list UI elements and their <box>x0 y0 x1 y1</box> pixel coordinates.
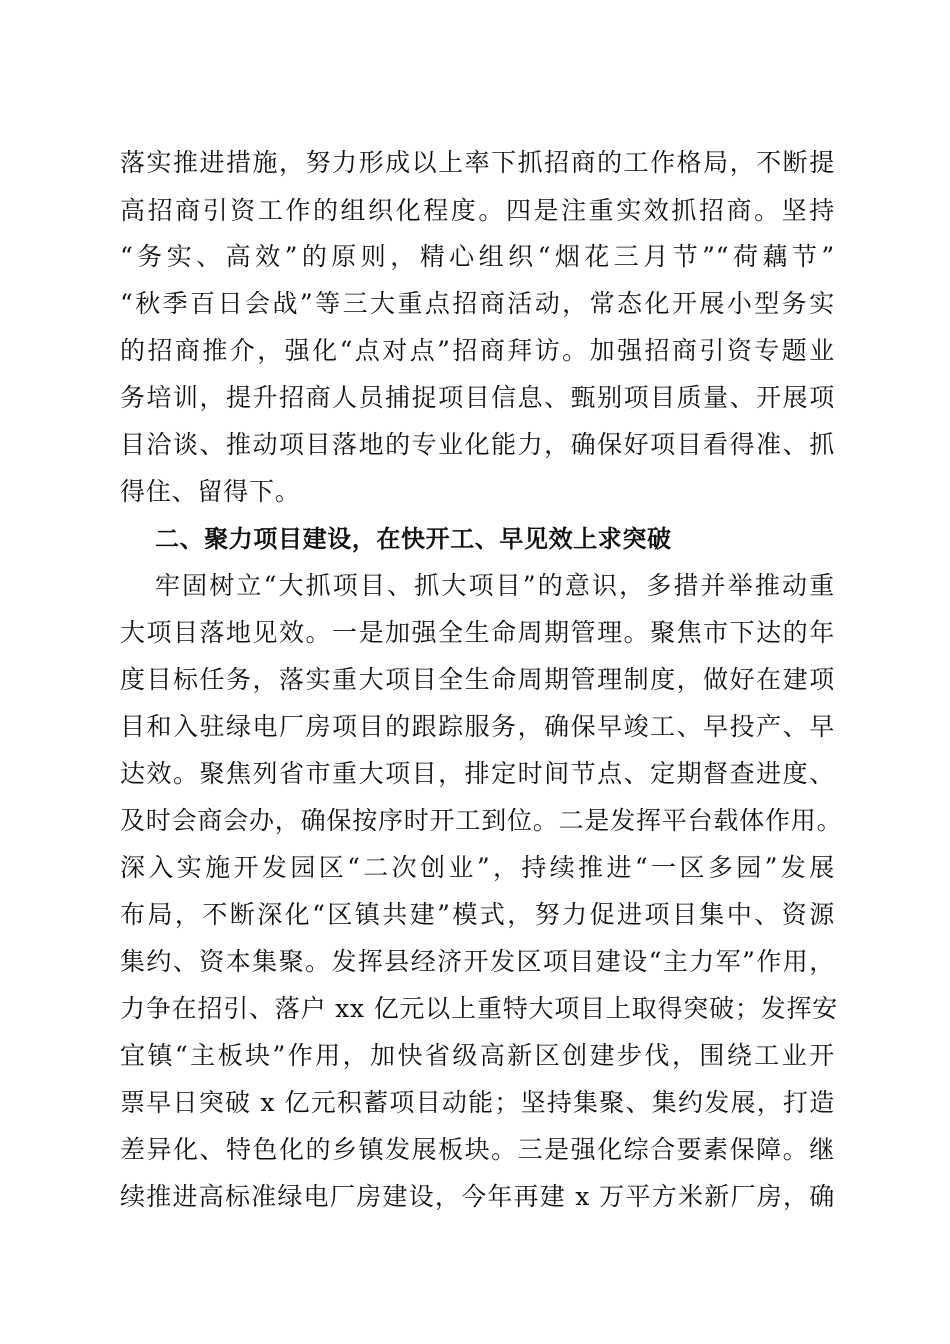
paragraph-line: 续推进高标准绿电厂房建设，今年再建 x 万平方米新厂房，确 <box>120 1182 835 1211</box>
paragraph-line: 力争在招引、落户 xx 亿元以上重特大项目上取得突破；发挥安 <box>120 994 839 1023</box>
paragraph-line: 得住、留得下。 <box>120 477 301 506</box>
paragraph-line: “务实、高效”的原则，精心组织“烟花三月节”“荷藕节” <box>120 242 835 271</box>
paragraph-line: 度目标任务，落实重大项目全生命周期管理制度，做好在建项 <box>120 665 835 694</box>
paragraph-line: “秋季百日会战”等三大重点招商活动，常态化开展小型务实 <box>120 289 835 318</box>
paragraph-line: 落实推进措施，努力形成以上率下抓招商的工作格局，不断提 <box>120 148 835 177</box>
section-heading: 二、聚力项目建设，在快开工、早见效上求突破 <box>155 525 672 553</box>
paragraph-line: 牢固树立“大抓项目、抓大项目”的意识，多措并举推动重 <box>155 571 835 600</box>
paragraph-line: 宜镇“主板块”作用，加快省级高新区创建步伐，围绕工业开 <box>120 1041 835 1070</box>
paragraph-line: 的招商推介，强化“点对点”招商拜访。加强招商引资专题业 <box>120 336 835 365</box>
paragraph-line: 票早日突破 x 亿元积蓄项目动能；坚持集聚、集约发展，打造 <box>120 1088 835 1117</box>
paragraph-line: 及时会商会办，确保按序时开工到位。二是发挥平台载体作用。 <box>120 806 843 835</box>
paragraph-line: 深入实施开发园区“二次创业”，持续推进“一区多园”发展 <box>120 853 835 882</box>
paragraph-line: 大项目落地见效。一是加强全生命周期管理。聚焦市下达的年 <box>120 618 835 647</box>
paragraph-line: 目和入驻绿电厂房项目的跟踪服务，确保早竣工、早投产、早 <box>120 712 835 741</box>
paragraph-line: 差异化、特色化的乡镇发展板块。三是强化综合要素保障。继 <box>120 1135 835 1164</box>
paragraph-line: 达效。聚焦列省市重大项目，排定时间节点、定期督查进度、 <box>120 759 835 788</box>
paragraph-line: 集约、资本集聚。发挥县经济开发区项目建设“主力军”作用， <box>120 947 835 976</box>
paragraph-line: 务培训，提升招商人员捕捉项目信息、甄别项目质量、开展项 <box>120 383 835 412</box>
paragraph-line: 布局，不断深化“区镇共建”模式，努力促进项目集中、资源 <box>120 900 835 929</box>
paragraph-line: 目洽谈、推动项目落地的专业化能力，确保好项目看得准、抓 <box>120 430 835 459</box>
paragraph-line: 高招商引资工作的组织化程度。四是注重实效抓招商。坚持 <box>120 196 835 225</box>
